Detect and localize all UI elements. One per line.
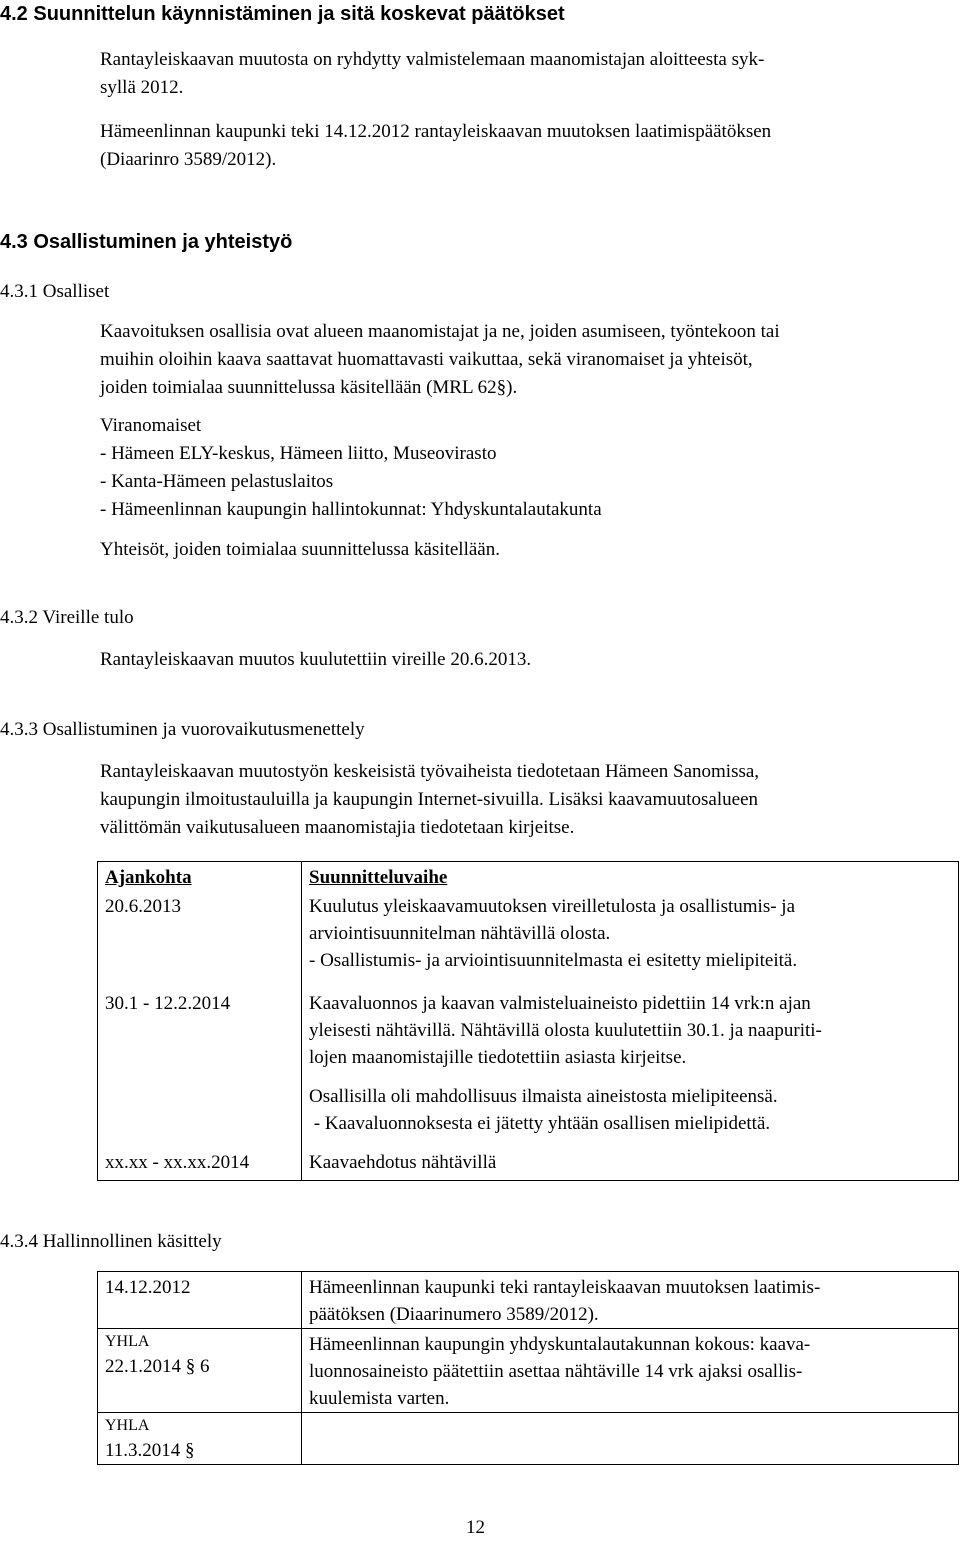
paragraph-line: syllä 2012. bbox=[100, 77, 184, 98]
list-item: - Kanta-Hämeen pelastuslaitos bbox=[100, 471, 334, 492]
subsection-heading-4-3-3: 4.3.3 Osallistuminen ja vuorovaikutusmenettely bbox=[0, 719, 365, 740]
table-header-cell: Suunnitteluvaihe bbox=[302, 862, 959, 892]
paragraph-line: Rantayleiskaavan muutostyön keskeisistä työvaiheista tiedotetaan Hämeen Sanomissa, bbox=[100, 761, 760, 782]
phase-cell: Kuulutus yleiskaavamuutoksen vireilletulosta ja osallistumis- ja arviointisuunnitelman nähtävillä olosta. - Osallistumis- ja arviointisuunnitelmasta ei esitetty mielipiteitä. bbox=[302, 891, 959, 988]
phase-cell: Kaavaehdotus nähtävillä bbox=[302, 1147, 959, 1181]
paragraph-line: Yhteisöt, joiden toimialaa suunnittelussa käsitellään. bbox=[100, 539, 500, 560]
section-heading-4-2: 4.2 Suunnittelun käynnistäminen ja sitä koskevat päätökset bbox=[0, 3, 565, 25]
section-heading-4-3: 4.3 Osallistuminen ja yhteistyö bbox=[0, 231, 293, 253]
paragraph-line: Hämeenlinnan kaupunki teki 14.12.2012 rantayleiskaavan muutoksen laatimispäätöksen bbox=[100, 121, 772, 142]
table-header-row bbox=[98, 862, 959, 892]
date-cell: xx.xx - xx.xx.2014 bbox=[98, 1147, 302, 1181]
table-row bbox=[98, 1272, 959, 1329]
decision-cell: Hämeenlinnan kaupungin yhdyskuntalautakunnan kokous: kaava- luonnosaineisto päätettiin asettaa nähtäville 14 vrk ajaksi osallis- kuulemista varten. bbox=[302, 1329, 959, 1413]
date-cell: 20.6.2013 bbox=[98, 891, 302, 988]
date-cell: 30.1 - 12.2.2014 bbox=[98, 988, 302, 1147]
table-row bbox=[98, 891, 959, 988]
page-number: 12 bbox=[466, 1517, 485, 1538]
list-item: - Hämeen ELY-keskus, Hämeen liitto, Museovirasto bbox=[100, 443, 497, 464]
paragraph-line: (Diaarinro 3589/2012). bbox=[100, 149, 277, 170]
phase-cell: Kaavaluonnos ja kaavan valmisteluaineisto pidettiin 14 vrk:n ajan yleisesti nähtävillä. Nähtävillä olosta kuulutettiin 30.1. ja naapuriti- lojen maanomistajille tiedotettiin asiasta kirjeitse. Osallisilla oli mahdollisuus ilmaista aineistosta mielipiteensä. - Kaavaluonnoksesta ei jätetty yhtään osallisen mielipidettä. bbox=[302, 988, 959, 1147]
paragraph-line: välittömän vaikutusalueen maanomistajia tiedotetaan kirjeitse. bbox=[100, 817, 575, 838]
paragraph-line: joiden toimialaa suunnittelussa käsitellään (MRL 62§). bbox=[100, 377, 518, 398]
paragraph-line: Rantayleiskaavan muutos kuulutettiin vireille 20.6.2013. bbox=[100, 649, 532, 670]
decision-cell bbox=[302, 1413, 959, 1465]
subsection-heading-4-3-2: 4.3.2 Vireille tulo bbox=[0, 607, 134, 628]
paragraph-line: kaupungin ilmoitustauluilla ja kaupungin Internet-sivuilla. Lisäksi kaavamuutosalueen bbox=[100, 789, 758, 810]
table-row bbox=[98, 988, 959, 1147]
list-item: - Hämeenlinnan kaupungin hallintokunnat: Yhdyskuntalautakunta bbox=[100, 499, 602, 520]
list-title: Viranomaiset bbox=[100, 415, 202, 436]
date-cell: YHLA 11.3.2014 § bbox=[98, 1413, 302, 1465]
table-row bbox=[98, 1147, 959, 1181]
paragraph-line: muihin oloihin kaava saattavat huomattavasti vaikuttaa, sekä viranomaiset ja yhteisöt, bbox=[100, 349, 753, 370]
paragraph-line: Kaavoituksen osallisia ovat alueen maanomistajat ja ne, joiden asumiseen, työntekoon tai bbox=[100, 321, 780, 342]
decision-cell: Hämeenlinnan kaupunki teki rantayleiskaavan muutoksen laatimis- päätöksen (Diaarinumero 3589/2012). bbox=[302, 1272, 959, 1329]
administrative-handling-table bbox=[97, 1271, 959, 1465]
participation-timeline-table bbox=[97, 861, 959, 1181]
date-cell: YHLA 22.1.2014 § 6 bbox=[98, 1329, 302, 1413]
paragraph-line: Rantayleiskaavan muutosta on ryhdytty valmistelemaan maanomistajan aloitteesta syk- bbox=[100, 49, 765, 70]
date-cell: 14.12.2012 bbox=[98, 1272, 302, 1329]
table-row bbox=[98, 1329, 959, 1413]
subsection-heading-4-3-1: 4.3.1 Osalliset bbox=[0, 281, 110, 302]
table-row bbox=[98, 1413, 959, 1465]
table-header-cell: Ajankohta bbox=[98, 862, 302, 892]
subsection-heading-4-3-4: 4.3.4 Hallinnollinen käsittely bbox=[0, 1231, 222, 1252]
